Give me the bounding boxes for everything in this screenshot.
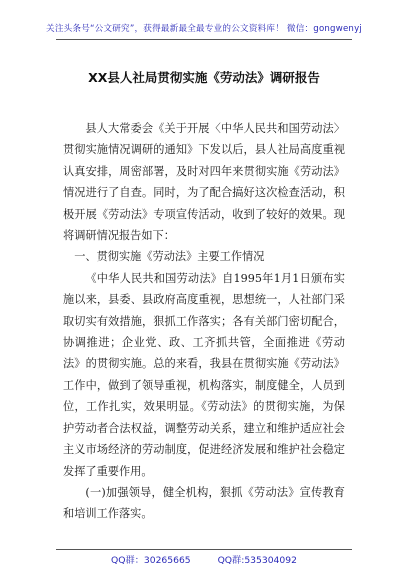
header-divider bbox=[56, 39, 352, 40]
paragraph-intro: 县人大常委会《关于开展〈中华人民共和国劳动法〉贯彻实施情况调研的通知》下发以后，县人社局高度重视认真安排，周密部署，及时对四年来贯彻实施《劳动法》情况进行了自查。同时，为了配合搞好这次检查活动，积极开展《劳动法》专项宣传活动，收到了较好的效果。现将调研情况报告如下： bbox=[63, 122, 345, 243]
qq-group-1: QQ群：30265665 bbox=[111, 555, 191, 566]
footer bbox=[0, 552, 408, 566]
document-title: XX县人社局贯彻实施《劳动法》调研报告 bbox=[88, 70, 320, 85]
paragraph-subheading: (一)加强领导，健全机构，狠抓《劳动法》宣传教育和培训工作落实。 bbox=[63, 485, 345, 521]
section-heading: 一、贯彻实施《劳动法》主要工作情况 bbox=[74, 250, 265, 264]
footer-divider bbox=[56, 549, 352, 550]
qq-group-2: QQ群:535304092 bbox=[217, 555, 297, 566]
document-body bbox=[63, 118, 345, 525]
paragraph-main: 《中华人民共和国劳动法》自1995年1月1日颁布实施以来，县委、县政府高度重视，思想统一，人社部门采取切实有效措施，狠抓工作落实；各有关部门密切配合，协调推进；企业党、政、工齐抓共管，全面推进《劳动法》的贯彻实施。总的来看，我县在贯彻实施《劳动法》工作中，做到了领导重视，机构落实，制度健全，人员到位，工作扎实，效果明显。《劳动法》的贯彻实施，为保护劳动者合法权益，调整劳动关系，建立和维护适应社会主义市场经济的劳动制度，促进经济发展和维护社会稳定发挥了重要作用。 bbox=[63, 271, 345, 478]
header-notice: 关注头条号“公文研究”，获得最新最全最专业的公文资料库！ 微信：gongwenyj bbox=[46, 24, 362, 34]
